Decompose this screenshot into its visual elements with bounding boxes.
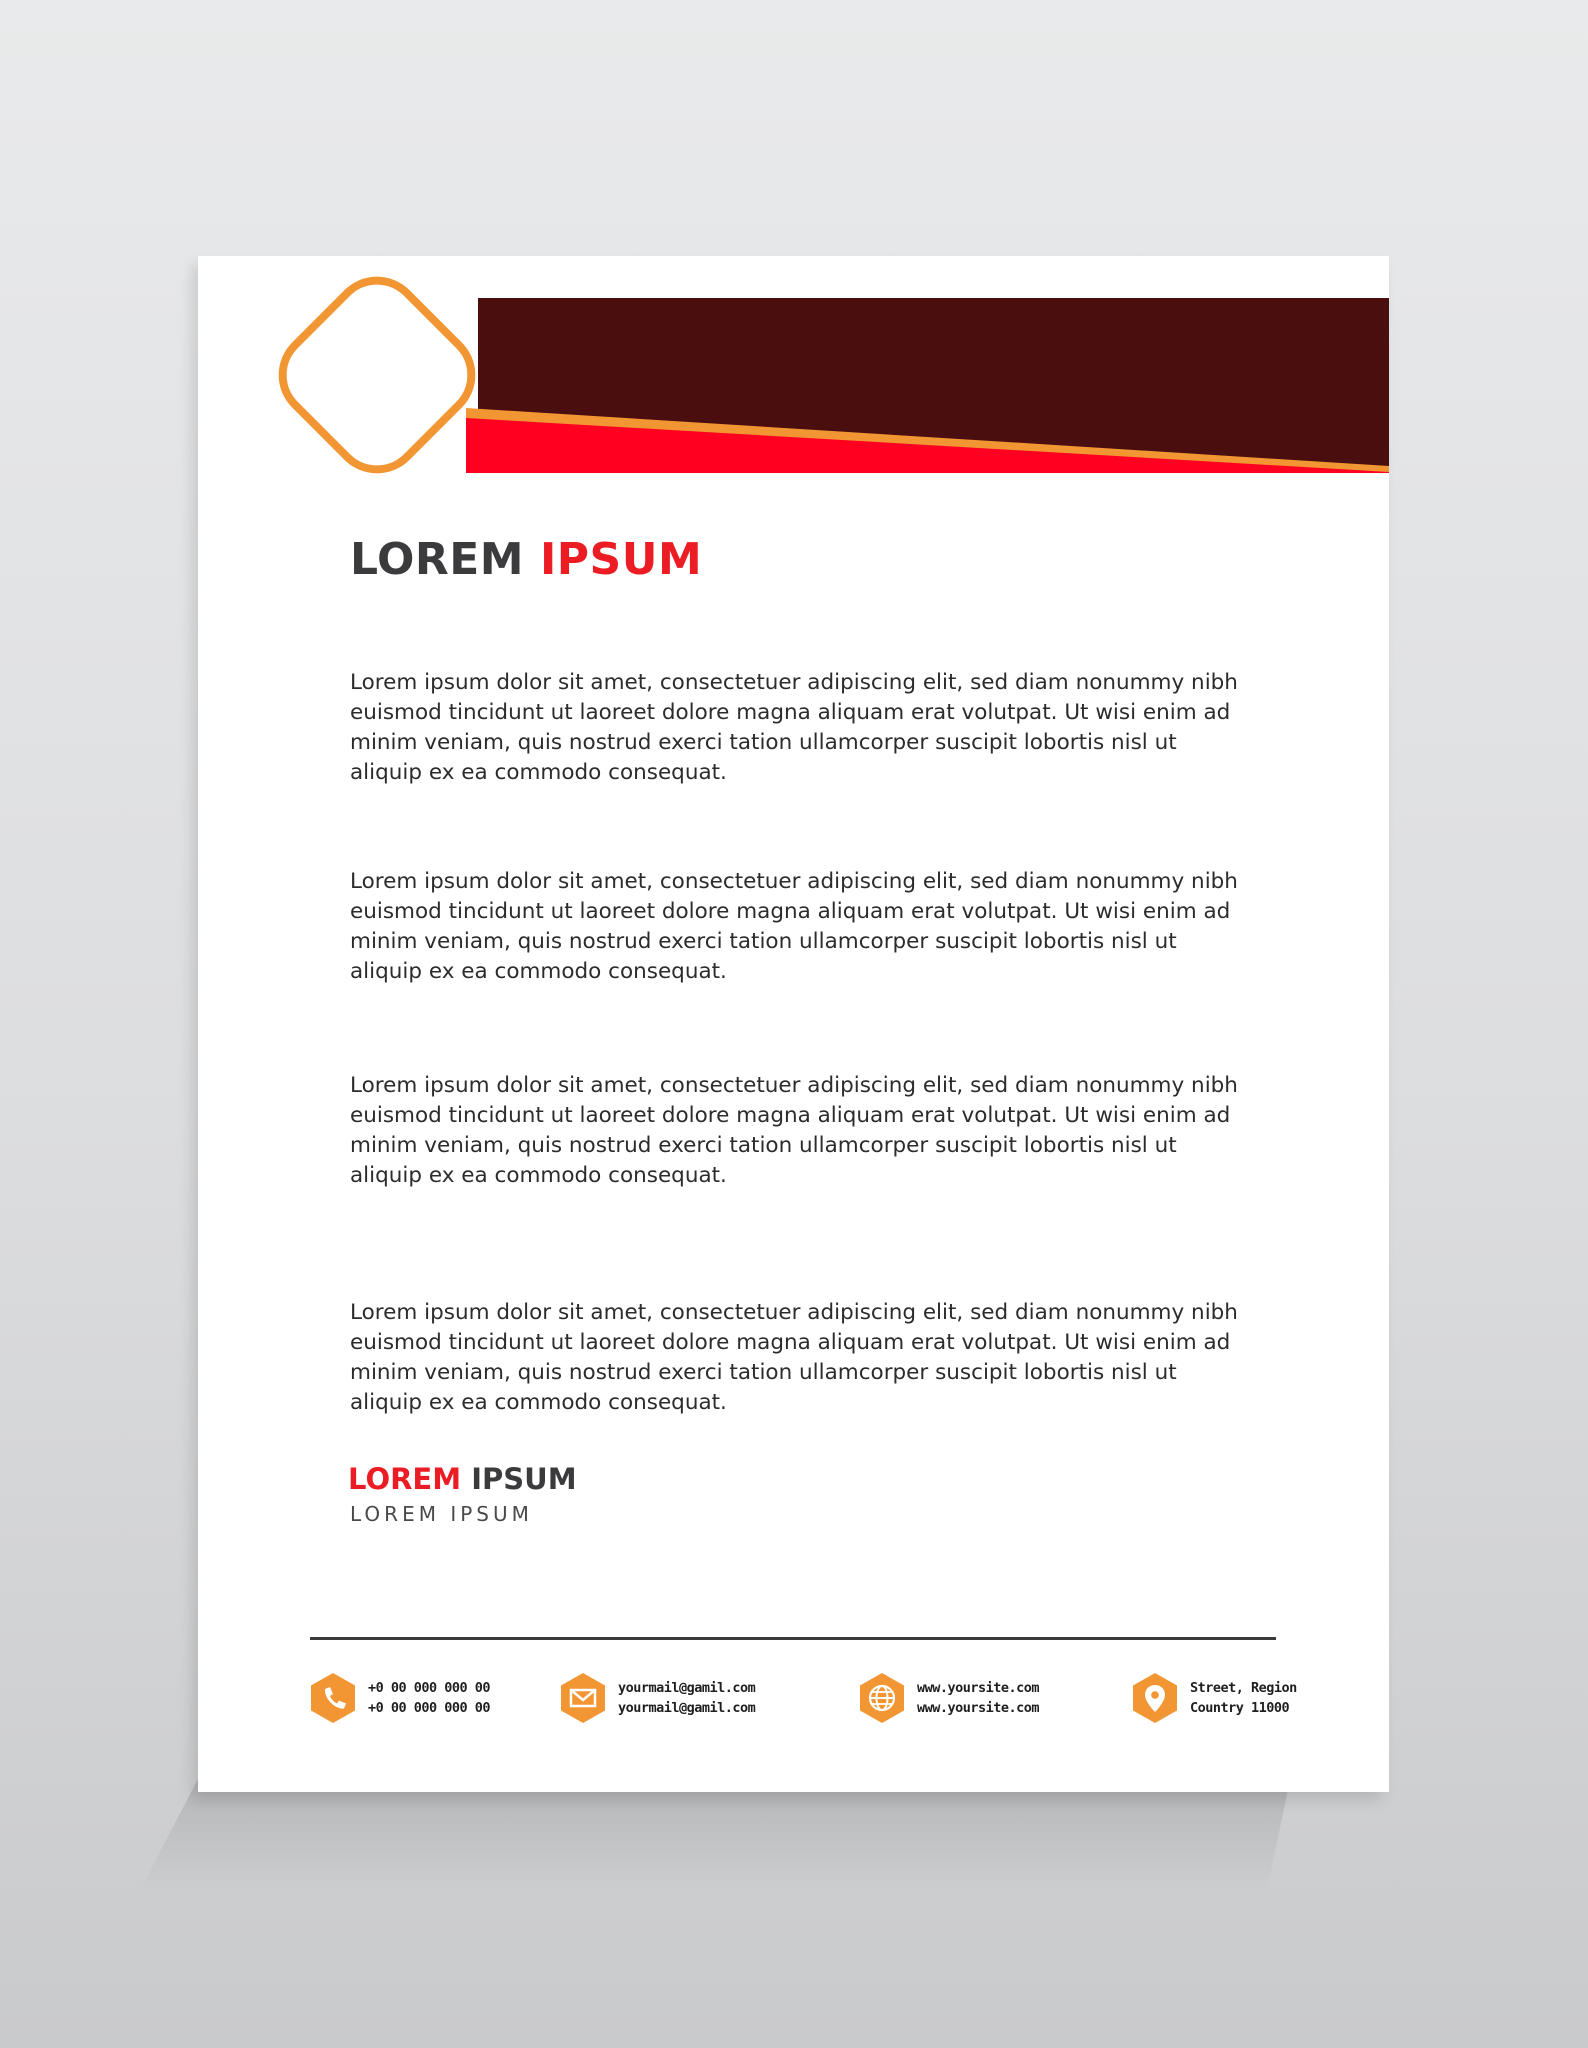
contact-email bbox=[560, 1672, 755, 1724]
signature-word-1: LOREM bbox=[348, 1462, 462, 1496]
title-word-2: IPSUM bbox=[539, 534, 703, 585]
header-graphic bbox=[198, 256, 1389, 516]
phone-line-1: +0 00 000 000 00 bbox=[368, 1680, 491, 1696]
phone-icon bbox=[310, 1672, 356, 1724]
website-line-2: www.yoursite.com bbox=[917, 1700, 1040, 1716]
website-line-1: www.yoursite.com bbox=[917, 1680, 1040, 1696]
phone-line-2: +0 00 000 000 00 bbox=[368, 1700, 491, 1716]
contact-phone bbox=[310, 1672, 490, 1724]
contact-address bbox=[1132, 1672, 1297, 1724]
body-paragraph-1: Lorem ipsum dolor sit amet, consectetuer adipiscing elit, sed diam nonummy nibh euismod tincidunt ut laoreet dolore magna aliquam erat volutpat. Ut wisi enim ad minim veniam, quis nostrud exerci tation ullamcorper suscipit lobortis nisl ut aliquip ex ea commodo consequat. bbox=[350, 670, 1238, 785]
body-paragraph-3: Lorem ipsum dolor sit amet, consectetuer adipiscing elit, sed diam nonummy nibh euismod tincidunt ut laoreet dolore magna aliquam erat volutpat. Ut wisi enim ad minim veniam, quis nostrud exerci tation ullamcorper suscipit lobortis nisl ut aliquip ex ea commodo consequat. bbox=[350, 1073, 1238, 1188]
body-paragraph-4: Lorem ipsum dolor sit amet, consectetuer adipiscing elit, sed diam nonummy nibh euismod tincidunt ut laoreet dolore magna aliquam erat volutpat. Ut wisi enim ad minim veniam, quis nostrud exerci tation ullamcorper suscipit lobortis nisl ut aliquip ex ea commodo consequat. bbox=[350, 1300, 1238, 1415]
body-paragraph-2: Lorem ipsum dolor sit amet, consectetuer adipiscing elit, sed diam nonummy nibh euismod tincidunt ut laoreet dolore magna aliquam erat volutpat. Ut wisi enim ad minim veniam, quis nostrud exerci tation ullamcorper suscipit lobortis nisl ut aliquip ex ea commodo consequat. bbox=[350, 869, 1238, 984]
document-title bbox=[350, 534, 702, 585]
footer-divider bbox=[310, 1637, 1276, 1640]
address-lines bbox=[1190, 1678, 1297, 1718]
location-pin-icon bbox=[1132, 1672, 1178, 1724]
title-word-1: LOREM bbox=[350, 534, 525, 585]
phone-numbers bbox=[368, 1678, 490, 1718]
signature-word-2: IPSUM bbox=[471, 1462, 577, 1496]
signature-name bbox=[348, 1462, 577, 1496]
email-line-1: yourmail@gamil.com bbox=[618, 1680, 756, 1696]
letterhead-page bbox=[198, 256, 1389, 1792]
page-shadow bbox=[140, 1780, 1290, 1890]
globe-icon bbox=[859, 1672, 905, 1724]
address-line-1: Street, Region bbox=[1190, 1680, 1297, 1696]
address-line-2: Country 11000 bbox=[1190, 1700, 1290, 1716]
website-urls bbox=[917, 1678, 1039, 1718]
email-line-2: yourmail@gamil.com bbox=[618, 1700, 756, 1716]
mail-icon bbox=[560, 1672, 606, 1724]
contact-website bbox=[859, 1672, 1039, 1724]
email-addresses bbox=[618, 1678, 755, 1718]
signature-subtitle: LOREM IPSUM bbox=[350, 1502, 533, 1526]
logo-placeholder bbox=[265, 263, 488, 486]
